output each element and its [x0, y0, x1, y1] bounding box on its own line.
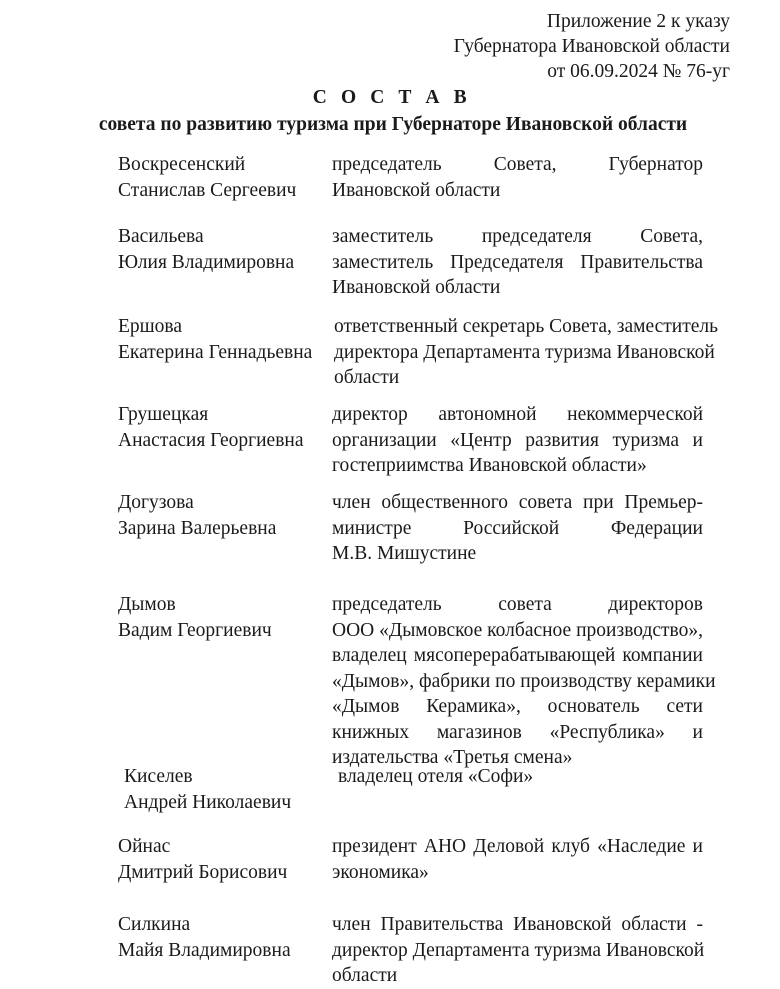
member-name-line: Догузова: [118, 492, 194, 513]
member-role: [332, 592, 716, 771]
member-row: [0, 764, 780, 815]
member-role: [338, 764, 709, 790]
member-role: [332, 912, 703, 989]
member-name: [124, 764, 339, 815]
member-name-line: Екатерина Геннадьевна: [118, 341, 313, 363]
member-role-line: книжных магазинов «Республика» и: [332, 721, 703, 743]
member-role-line: издательства «Третья смена»: [332, 747, 573, 768]
member-role-line: «Дымов Керамика», основатель сети: [332, 696, 703, 717]
member-role-line: член общественного совета при Премьер-: [332, 492, 703, 513]
member-role: [332, 490, 703, 567]
member-role-line: владелец мясоперерабатывающей компании: [332, 645, 703, 666]
member-role: [332, 834, 703, 885]
member-name-line: Станислав Сергеевич: [118, 179, 297, 201]
member-row: [0, 224, 780, 301]
member-name-line: Вадим Георгиевич: [118, 619, 272, 641]
member-role-line: министре Российской Федерации: [332, 517, 703, 539]
member-role-line: Ивановской области: [332, 277, 501, 298]
member-name: [118, 912, 333, 963]
member-role: [334, 314, 719, 391]
member-role-line: М.В. Мишустине: [332, 543, 477, 564]
member-role-line: член Правительства Ивановской области -: [332, 914, 703, 935]
header-line-appendix: Приложение 2 к указу: [546, 11, 730, 32]
member-row: [0, 490, 780, 567]
member-role-line: заместитель Председателя Правительства: [332, 251, 703, 273]
member-role-line: владелец отеля «Софи»: [338, 766, 534, 787]
member-role-line: ООО «Дымовское колбасное производство»,: [332, 619, 703, 641]
member-role-line: организации «Центр развития туризма и: [332, 429, 703, 451]
member-role-line: Ивановской области: [332, 179, 501, 201]
header-line-governor: Губернатора Ивановской области: [453, 36, 730, 57]
member-name: [118, 592, 333, 643]
member-name-line: Майя Владимировна: [118, 939, 291, 961]
member-name: [118, 834, 333, 885]
document-header: [330, 9, 730, 84]
member-name-line: Ершова: [118, 316, 183, 337]
member-name: [118, 152, 333, 203]
member-row: [0, 834, 780, 885]
member-role-line: ответственный секретарь Совета, заместитель: [334, 316, 719, 337]
member-role: [332, 402, 703, 479]
member-role-line: директор автономной некоммерческой: [332, 404, 703, 425]
member-role-line: «Дымов», фабрики по производству керамики: [332, 670, 716, 692]
page-subtitle: совета по развитию туризма при Губернаторе Ивановской области: [98, 114, 688, 135]
member-row: [0, 402, 780, 479]
member-name-line: Васильева: [118, 226, 204, 247]
member-row: [0, 314, 780, 391]
page-title: С О С Т А В: [312, 87, 472, 108]
document-title-block: [0, 86, 780, 137]
member-role-line: председатель совета директоров: [332, 594, 703, 615]
member-role-line: экономика»: [332, 861, 429, 883]
member-name-line: Грушецкая: [118, 404, 209, 425]
member-role-line: области: [334, 367, 400, 388]
member-name-line: Андрей Николаевич: [124, 791, 292, 813]
header-line-date-number: от 06.09.2024 № 76-уг: [547, 61, 730, 82]
member-role: [332, 224, 703, 301]
member-name-line: Дымов: [118, 594, 176, 615]
member-role-line: заместитель председателя Совета,: [332, 226, 703, 247]
member-name-line: Анастасия Георгиевна: [118, 429, 304, 451]
member-role-line: области: [332, 965, 398, 986]
member-name-line: Дмитрий Борисович: [118, 861, 288, 883]
member-role-line: директор Департамента туризма Ивановской: [332, 939, 705, 961]
member-role-line: гостеприимства Ивановской области»: [332, 455, 647, 476]
member-name: [118, 490, 333, 541]
member-name-line: Воскресенский: [118, 154, 246, 175]
member-name-line: Зарина Валерьевна: [118, 517, 277, 539]
member-name: [118, 314, 333, 365]
member-name-line: Юлия Владимировна: [118, 251, 295, 273]
member-role-line: президент АНО Деловой клуб «Наследие и: [332, 836, 703, 857]
member-role: [332, 152, 703, 203]
member-row: [0, 152, 780, 203]
member-name-line: Киселев: [124, 766, 193, 787]
member-role-line: председатель Совета, Губернатор: [332, 154, 703, 175]
member-name-line: Силкина: [118, 914, 191, 935]
member-name: [118, 402, 333, 453]
member-name: [118, 224, 333, 275]
member-name-line: Ойнас: [118, 836, 171, 857]
member-role-line: директора Департамента туризма Ивановской: [334, 341, 715, 363]
member-row: [0, 912, 780, 989]
member-row: [0, 592, 780, 771]
